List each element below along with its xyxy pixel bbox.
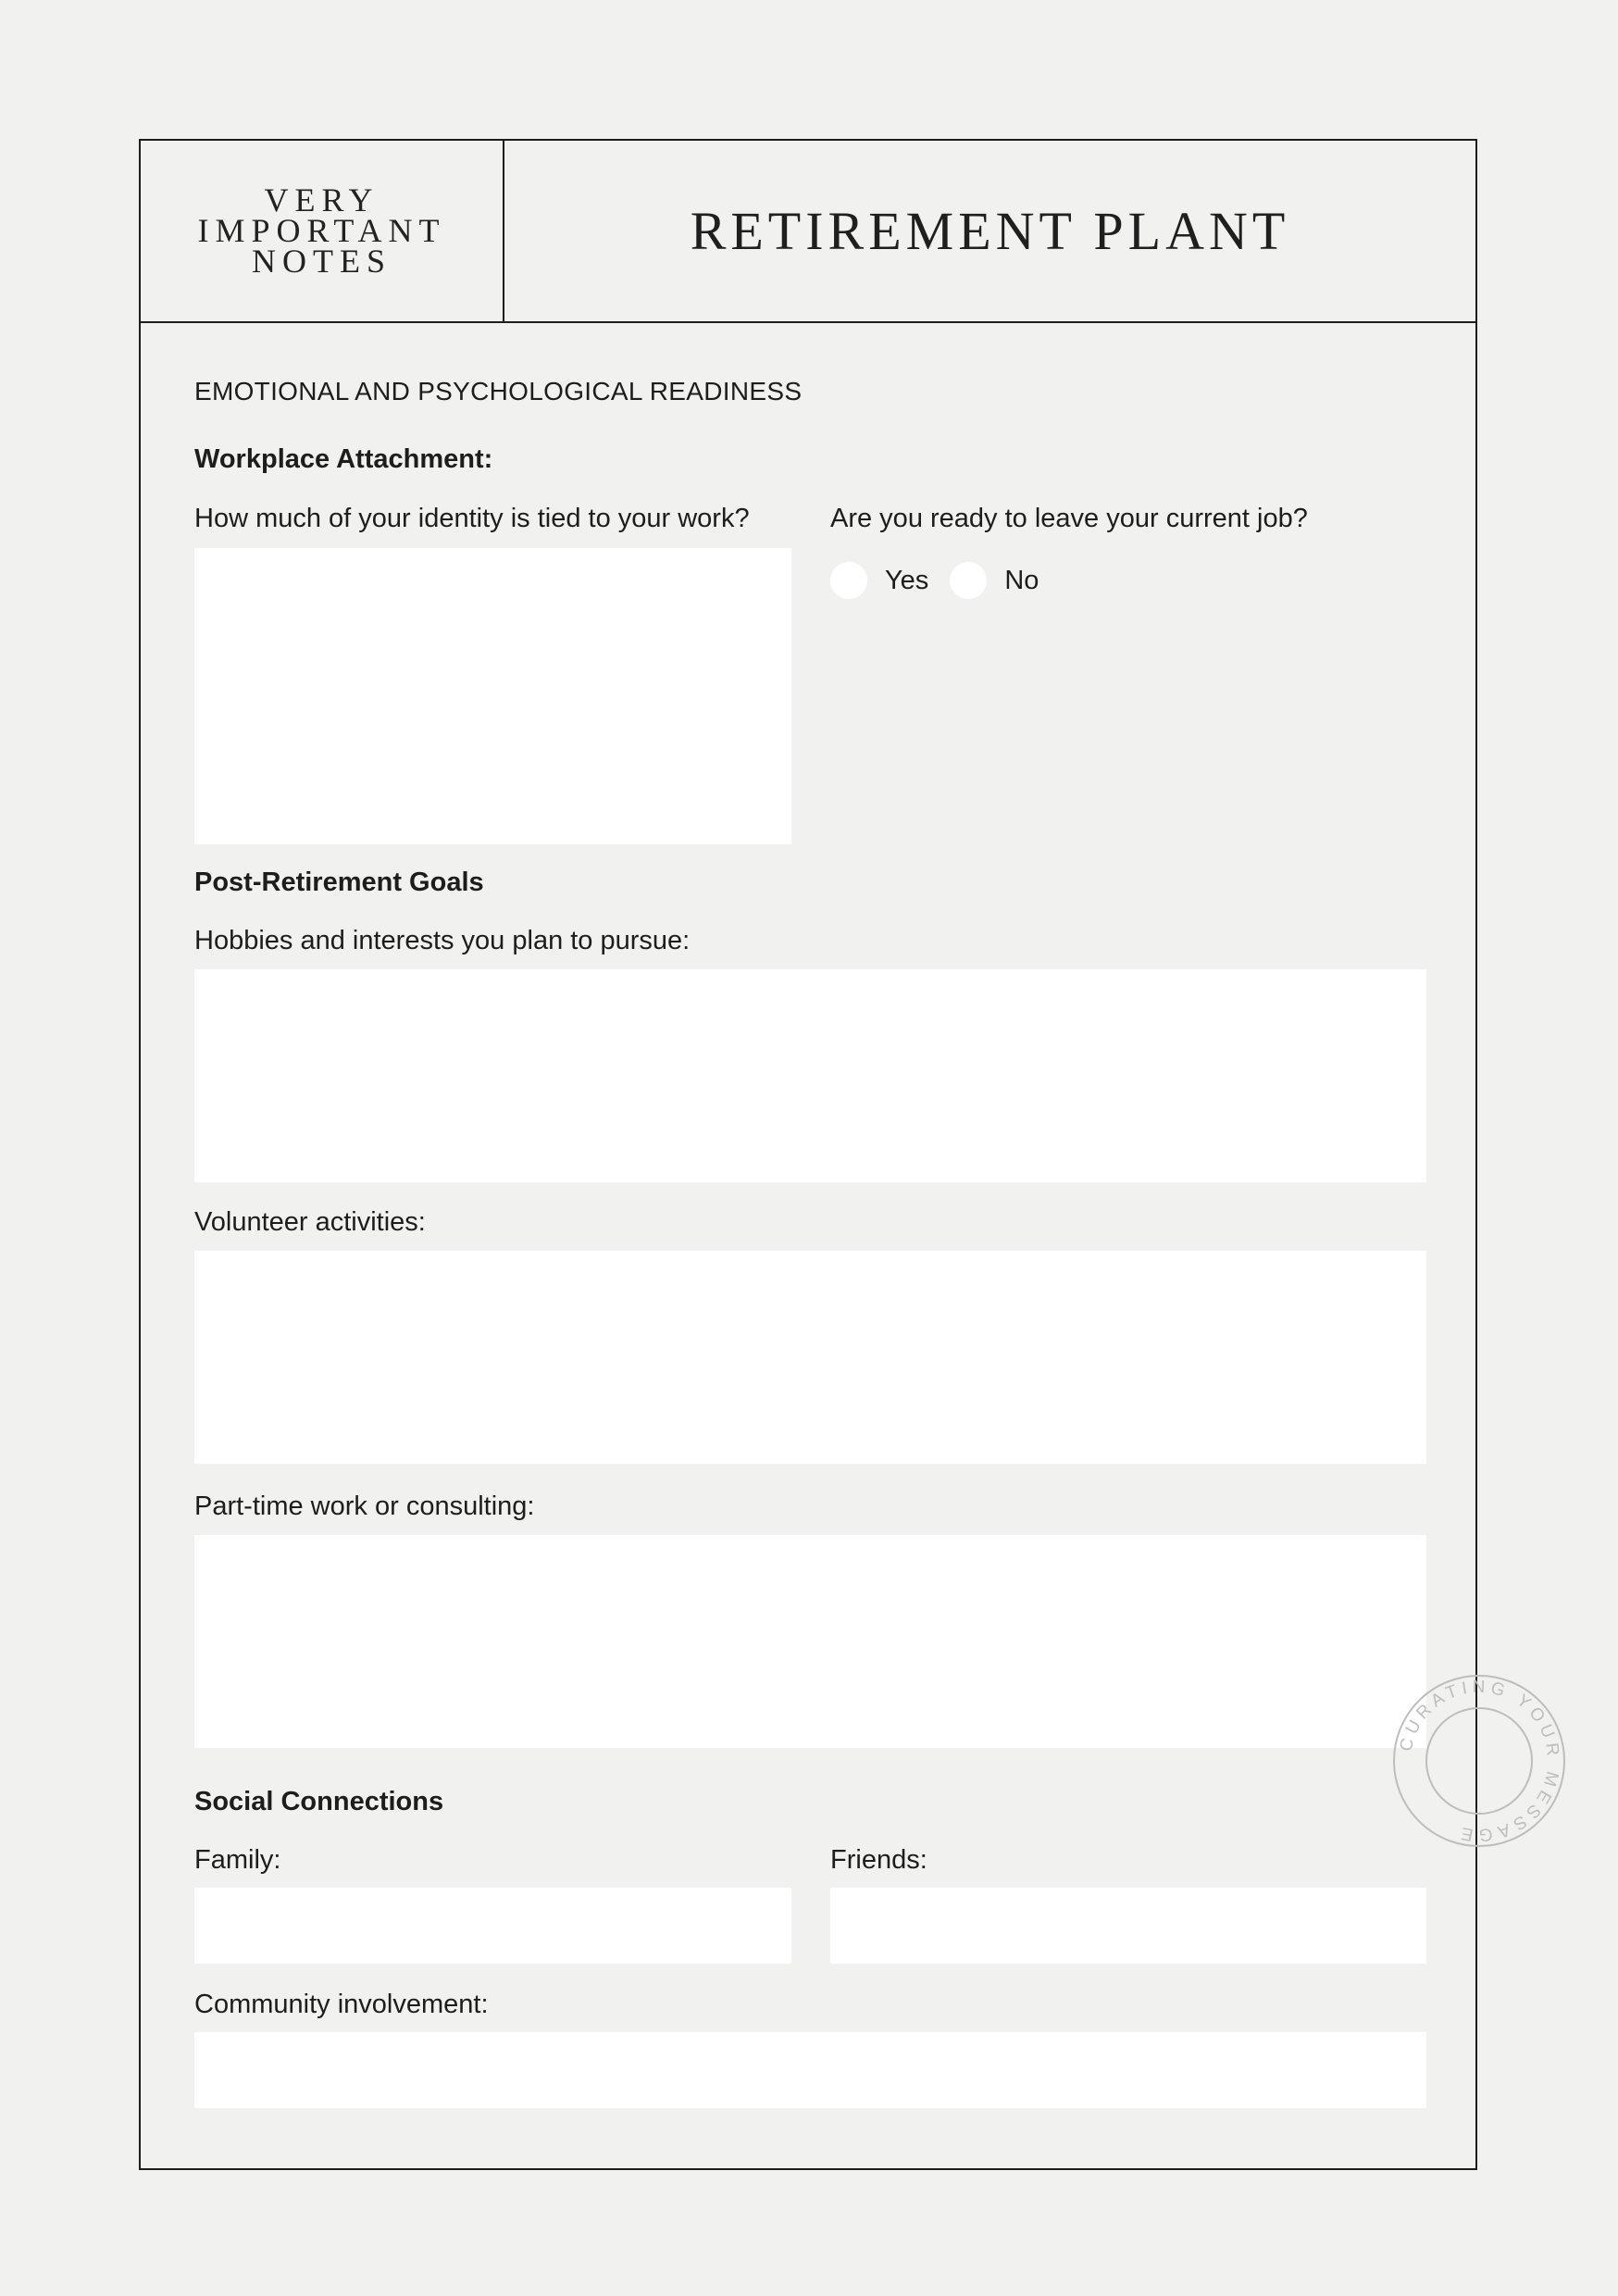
watermark-stamp	[1391, 1673, 1567, 1849]
svg-text:CURATING YOUR MESSAGE	[1396, 1678, 1562, 1845]
hobbies-label: Hobbies and interests you plan to pursue:	[194, 926, 691, 955]
parttime-label: Part-time work or consulting:	[194, 1491, 535, 1521]
social-heading: Social Connections	[194, 1787, 444, 1816]
page-title: RETIREMENT PLANT	[690, 201, 1290, 261]
brand-line: VERY	[264, 181, 380, 218]
brand-line: NOTES	[252, 243, 392, 280]
identity-question: How much of your identity is tied to your work?	[194, 504, 750, 533]
no-label: No	[1004, 565, 1039, 595]
volunteer-label: Volunteer activities:	[194, 1207, 426, 1237]
yes-label: Yes	[885, 565, 929, 595]
family-label: Family:	[194, 1845, 281, 1875]
hobbies-field[interactable]	[194, 969, 1426, 1182]
page-frame	[139, 139, 1477, 2170]
friends-field[interactable]	[830, 1888, 1426, 1964]
parttime-field[interactable]	[194, 1535, 1426, 1748]
workplace-heading: Workplace Attachment:	[194, 444, 493, 474]
brand-cell	[141, 141, 504, 321]
no-radio[interactable]	[950, 562, 987, 599]
brand-line: IMPORTANT	[197, 212, 446, 249]
section-title: EMOTIONAL AND PSYCHOLOGICAL READINESS	[194, 377, 803, 406]
ready-question: Are you ready to leave your current job?	[830, 504, 1308, 533]
friends-label: Friends:	[830, 1845, 927, 1875]
header	[141, 141, 1475, 323]
identity-answer-field[interactable]	[194, 548, 791, 844]
brand-logo	[197, 181, 446, 280]
family-field[interactable]	[194, 1888, 791, 1964]
community-label: Community involvement:	[194, 1990, 489, 2019]
yes-radio[interactable]	[830, 562, 867, 599]
ready-radio-group	[830, 562, 1056, 599]
volunteer-field[interactable]	[194, 1251, 1426, 1464]
stamp-text: CURATING YOUR MESSAGE	[1396, 1677, 1563, 1845]
goals-heading: Post-Retirement Goals	[194, 867, 484, 897]
community-field[interactable]	[194, 2032, 1426, 2108]
